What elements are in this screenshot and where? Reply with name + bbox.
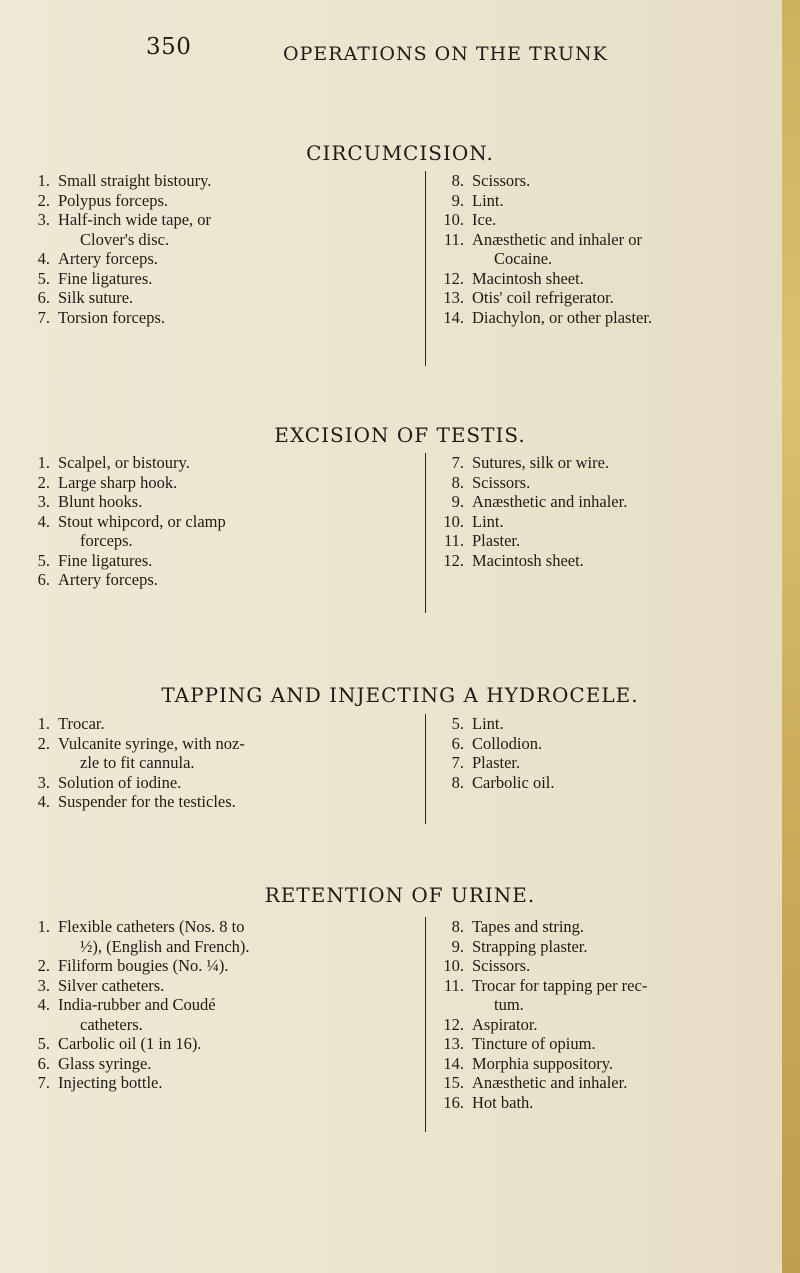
item-text [472,512,504,532]
item-line: Anæsthetic and inhaler. [472,1073,628,1092]
item-line: India-rubber and Coudé [58,995,216,1014]
list-item [434,773,764,793]
item-text [472,1054,613,1074]
item-line: Solution of iodine. [58,772,182,792]
hydrocele-left-list [20,714,420,812]
item-text [472,191,504,211]
item-number: 5. [37,268,50,288]
item-text [472,453,609,473]
list-item [434,171,764,191]
item-number: 15. [443,1073,464,1092]
list-item [20,249,420,269]
list-item [434,734,764,754]
item-line: Anæsthetic and inhaler or [472,229,642,249]
item-text [472,171,530,191]
item-text [472,976,647,1015]
excision-right-list [425,453,764,613]
list-item [434,917,764,937]
item-number: 1. [37,171,50,190]
item-number: 16. [443,1092,464,1112]
item-continuation-line: tum. [494,995,524,1014]
item-line: Tapes and string. [472,917,585,936]
section-title-retention-urine: RETENTION OF URINE. [264,883,536,907]
item-number: 4. [37,249,50,268]
list-item [434,453,764,473]
item-line: Fine ligatures. [58,268,153,288]
item-text [58,1034,201,1054]
list-item [20,734,420,773]
item-line: Anæsthetic and inhaler. [472,492,628,511]
list-item [434,191,764,211]
item-text [58,570,158,590]
list-item [434,288,764,308]
item-line: Torsion forceps. [58,307,165,327]
item-text [472,956,530,976]
item-line: Filiform bougies (No. ¼). [58,956,229,975]
item-line: Tincture of opium. [472,1034,596,1053]
list-item [20,551,420,571]
item-line: Carbolic oil (1 in 16). [58,1034,202,1053]
item-text [58,249,158,269]
item-line: Large sharp hook. [58,472,178,492]
item-line: Lint. [472,190,504,210]
item-line: Collodion. [472,733,543,753]
item-line: Artery forceps. [58,570,158,589]
item-text [58,714,105,734]
hydrocele-right-list [425,714,764,824]
retention-right-list [425,917,764,1132]
item-line: Lint. [472,714,504,733]
item-text [472,473,530,493]
circumcision-left-list [20,171,420,327]
item-text [58,171,211,191]
item-line: Hot bath. [472,1092,534,1112]
item-continuation-line: ½), (English and French). [80,936,250,956]
item-line: Blunt hooks. [58,492,143,511]
item-text [58,995,216,1034]
item-number: 2. [37,956,50,975]
list-item [20,453,420,473]
item-number: 10. [443,210,464,229]
item-line: Half-inch wide tape, or [58,210,212,229]
item-text [472,773,554,793]
list-item [434,269,764,289]
item-text [472,734,542,754]
item-number: 14. [443,307,464,327]
item-text [58,453,190,473]
item-line: Silk suture. [58,288,134,307]
item-number: 7. [451,753,464,772]
item-number: 1. [37,714,50,733]
item-line: Silver catheters. [58,975,165,995]
item-line: Sutures, silk or wire. [472,453,610,472]
item-number: 12. [443,550,464,570]
list-item [20,1034,420,1054]
list-item [20,1054,420,1074]
item-line: Otis' coil refrigerator. [472,288,614,307]
item-number: 9. [451,492,464,511]
item-text [58,917,250,956]
item-line: Flexible catheters (Nos. 8 to [58,917,245,936]
list-item [20,269,420,289]
item-number: 3. [37,772,50,792]
list-item [20,473,420,493]
list-item [20,512,420,551]
item-line: Scissors. [472,956,531,975]
item-line: Scissors. [472,171,531,190]
item-text [472,1073,627,1093]
item-number: 11. [443,975,464,995]
item-number: 6. [37,570,50,589]
item-text [472,269,584,289]
item-line: Macintosh sheet. [472,550,584,570]
item-number: 2. [37,190,50,210]
list-item [434,1073,764,1093]
item-text [58,288,133,308]
list-item [434,976,764,1015]
item-number: 12. [443,1014,464,1034]
retention-left-list [20,917,420,1093]
item-number: 1. [37,917,50,936]
item-number: 11. [443,229,464,249]
list-item [434,473,764,493]
item-line: Injecting bottle. [58,1073,163,1092]
item-line: Ice. [472,210,497,229]
list-item [20,191,420,211]
list-item [20,308,420,328]
item-text [58,492,142,512]
item-line: Aspirator. [472,1014,538,1034]
item-text [58,210,211,249]
item-number: 8. [451,472,464,492]
item-line: Stout whipcord, or clamp [58,511,226,531]
list-item [20,570,420,590]
item-text [472,1034,596,1054]
item-line: Polypus forceps. [58,190,168,210]
item-number: 11. [443,531,464,550]
item-text [58,269,152,289]
item-number: 6. [37,288,50,307]
item-line: Artery forceps. [58,249,158,268]
item-line: Plaster. [472,531,521,550]
list-item [20,288,420,308]
item-continuation-line: Clover's disc. [80,229,170,249]
list-item [20,714,420,734]
item-number: 2. [37,733,50,753]
page-edge [782,0,800,1273]
item-continuation-line: zle to fit cannula. [80,753,195,772]
item-continuation-line: Cocaine. [494,249,553,268]
item-text [472,917,584,937]
item-text [58,1054,152,1074]
item-line: Scalpel, or bistoury. [58,453,190,472]
item-line: Strapping plaster. [472,936,588,956]
item-number: 3. [37,975,50,995]
item-number: 13. [443,1034,464,1053]
item-number: 9. [451,190,464,210]
list-item [434,492,764,512]
item-number: 1. [37,453,50,472]
item-number: 4. [37,511,50,531]
list-item [434,937,764,957]
item-number: 8. [451,772,464,792]
item-text [58,976,164,996]
item-number: 10. [443,511,464,531]
list-item [20,171,420,191]
item-line: Trocar for tapping per rec- [472,975,648,995]
item-line: Glass syringe. [58,1053,152,1073]
item-line: Carbolic oil. [472,772,555,792]
item-number: 8. [451,917,464,936]
item-line: Lint. [472,511,504,531]
item-line: Macintosh sheet. [472,268,584,288]
item-text [472,753,520,773]
list-item [20,976,420,996]
running-title: OPERATIONS ON THE TRUNK [283,43,608,65]
list-item [434,714,764,734]
item-number: 14. [443,1053,464,1073]
item-line: Morphia suppository. [472,1053,614,1073]
item-text [472,492,627,512]
item-text [472,288,614,308]
list-item [434,551,764,571]
item-text [472,210,496,230]
item-text [58,308,165,328]
excision-left-list [20,453,420,590]
item-text [58,1073,162,1093]
item-number: 5. [451,714,464,733]
list-item [20,773,420,793]
item-line: Scissors. [472,472,531,492]
list-item [434,956,764,976]
list-item [434,210,764,230]
item-number: 7. [451,453,464,472]
item-text [58,792,236,812]
item-text [58,956,229,976]
item-number: 3. [37,492,50,511]
item-line: Suspender for the testicles. [58,792,236,811]
list-item [20,792,420,812]
item-line: Small straight bistoury. [58,171,212,190]
page-number: 350 [146,34,192,60]
item-text [472,1015,538,1035]
section-title-circumcision: CIRCUMCISION. [306,141,494,165]
item-line: Plaster. [472,753,521,772]
list-item [434,531,764,551]
item-number: 7. [37,307,50,327]
item-text [58,734,245,773]
list-item [434,753,764,773]
item-number: 2. [37,472,50,492]
item-line: Diachylon, or other plaster. [472,307,653,327]
list-item [434,512,764,532]
item-line: Fine ligatures. [58,550,153,570]
item-text [472,937,587,957]
list-item [434,1093,764,1113]
item-text [58,512,226,551]
item-text [472,1093,533,1113]
item-number: 3. [37,210,50,229]
item-text [58,473,177,493]
item-continuation-line: forceps. [80,531,133,550]
list-item [20,1073,420,1093]
item-text [472,714,504,734]
item-number: 9. [451,936,464,956]
list-item [20,917,420,956]
section-title-hydrocele: TAPPING AND INJECTING A HYDROCELE. [161,683,639,707]
list-item [434,1054,764,1074]
item-number: 4. [37,995,50,1014]
list-item [434,1034,764,1054]
item-text [472,230,642,269]
list-item [434,308,764,328]
item-text [472,551,584,571]
item-number: 4. [37,792,50,811]
circumcision-right-list [425,171,764,366]
item-number: 6. [451,733,464,753]
item-text [472,308,652,328]
item-number: 5. [37,1034,50,1053]
item-number: 8. [451,171,464,190]
list-item [20,995,420,1034]
item-number: 10. [443,956,464,975]
list-item [434,1015,764,1035]
item-text [472,531,520,551]
item-continuation-line: catheters. [80,1014,143,1034]
item-number: 13. [443,288,464,307]
item-number: 5. [37,550,50,570]
list-item [20,492,420,512]
item-line: Vulcanite syringe, with noz- [58,733,245,753]
item-text [58,773,181,793]
item-number: 6. [37,1053,50,1073]
item-number: 12. [443,268,464,288]
list-item [20,956,420,976]
list-item [434,230,764,269]
section-title-excision-testis: EXCISION OF TESTIS. [274,423,526,447]
item-number: 7. [37,1073,50,1092]
item-text [58,191,168,211]
item-text [58,551,152,571]
item-line: Trocar. [58,714,105,733]
list-item [20,210,420,249]
